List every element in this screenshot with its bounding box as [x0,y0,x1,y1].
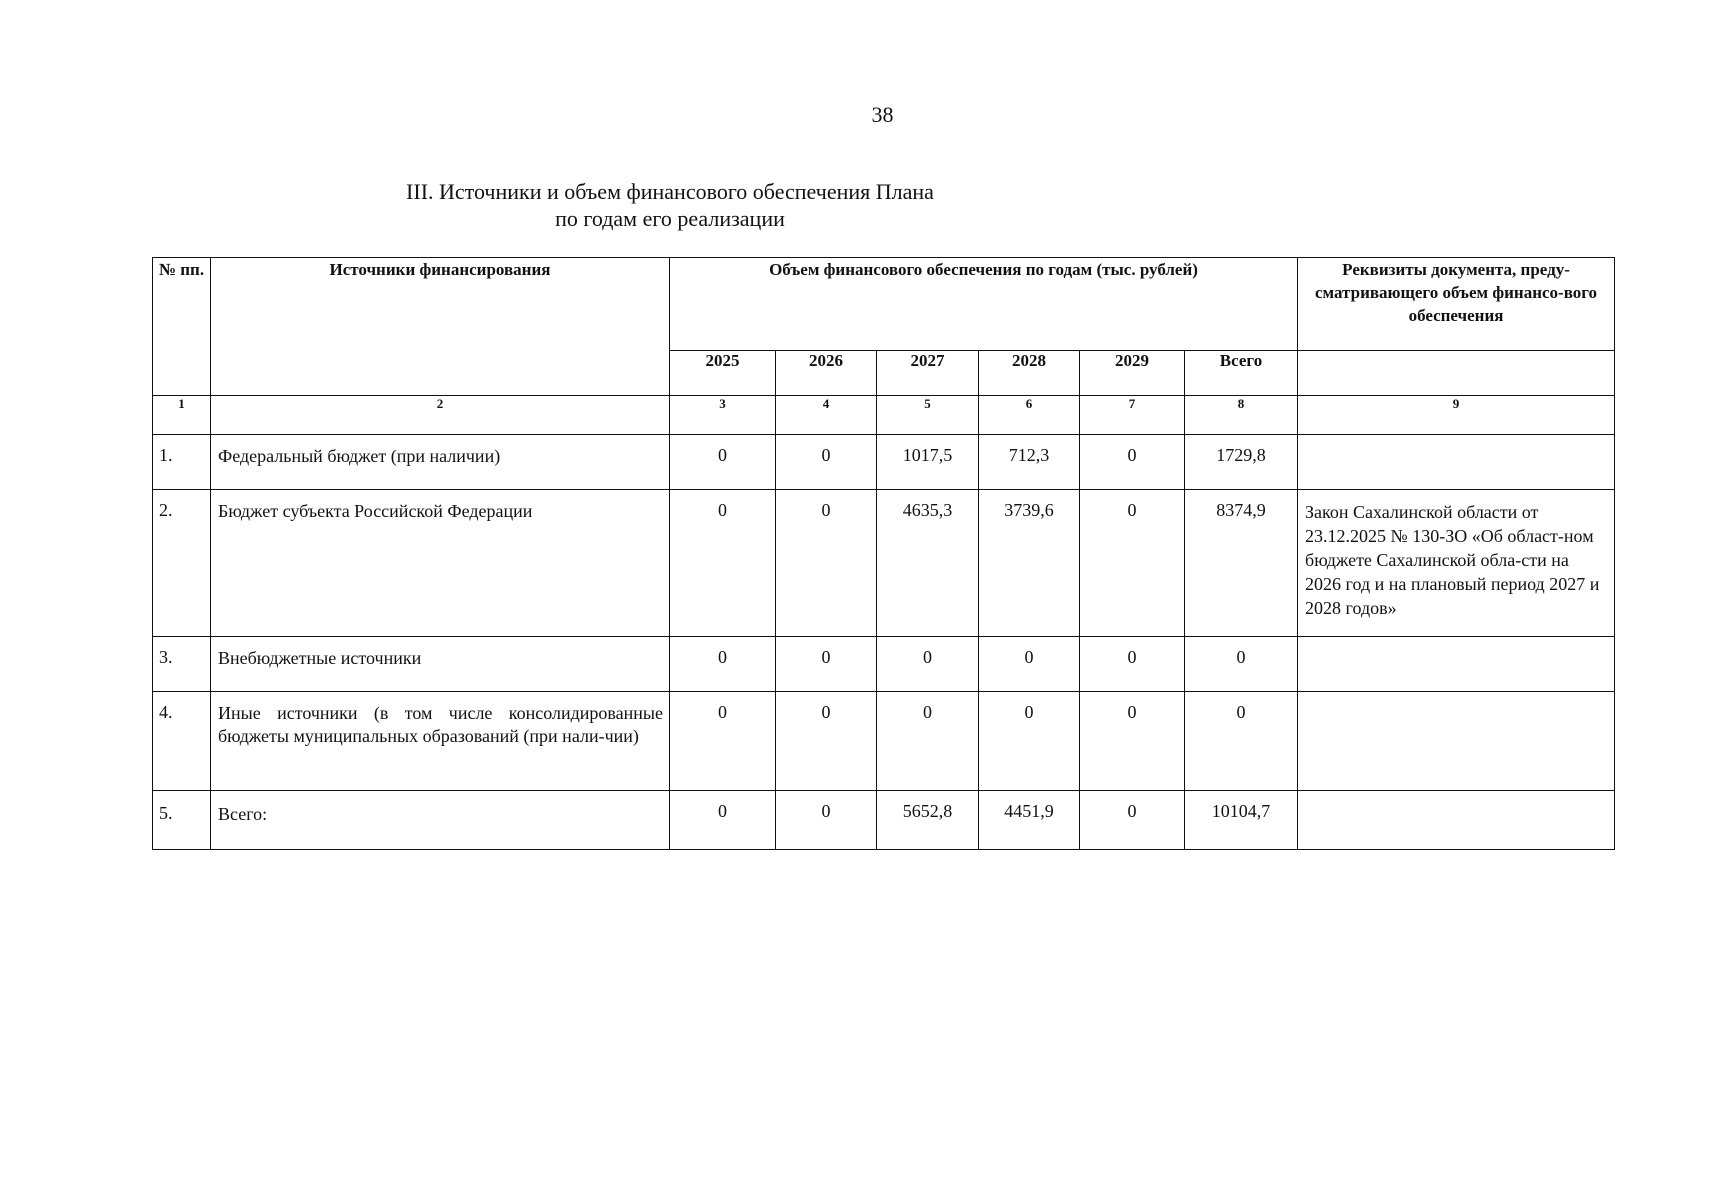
section-title-line-1: III. Источники и объем финансового обеспечения Плана [406,179,934,204]
page-number: 38 [871,102,894,127]
row-number: 4. [153,692,211,791]
row-value: 0 [776,692,877,791]
header-requisites-blank [1298,351,1615,396]
row-value: 0 [776,435,877,490]
row-value: 712,3 [979,435,1080,490]
column-number: 2 [211,396,670,435]
row-value: 4635,3 [877,490,979,637]
row-value: 0 [1080,692,1185,791]
row-value: 0 [1080,637,1185,692]
row-total: 0 [1185,637,1298,692]
header-year: 2029 [1080,351,1185,396]
row-value: 0 [979,637,1080,692]
row-value: 0 [1080,490,1185,637]
row-number: 5. [153,791,211,850]
table-row [153,692,1615,791]
row-source: Всего: [211,791,670,850]
row-source: Бюджет субъекта Российской Федерации [211,490,670,637]
row-value: 0 [1080,435,1185,490]
row-value: 0 [670,791,776,850]
column-number: 7 [1080,396,1185,435]
column-numbers-row [153,396,1615,435]
row-source: Федеральный бюджет (при наличии) [211,435,670,490]
column-number: 5 [877,396,979,435]
row-source: Иные источники (в том числе консолидированные бюджеты муниципальных образований (при нали-чии) [211,692,670,791]
header-num: № пп. [153,258,211,396]
row-source: Внебюджетные источники [211,637,670,692]
row-number: 3. [153,637,211,692]
row-requisites: Закон Сахалинской области от 23.12.2025 № 130-ЗО «Об област-ном бюджете Сахалинской обла-сти на 2026 год и на плановый период 2027 и 2028 годов» [1298,490,1615,637]
row-value: 0 [670,490,776,637]
row-requisites [1298,637,1615,692]
header-year: 2027 [877,351,979,396]
row-value: 0 [1080,791,1185,850]
header-year: 2026 [776,351,877,396]
table-row [153,490,1615,637]
row-total: 1729,8 [1185,435,1298,490]
table-row [153,791,1615,850]
row-requisites [1298,791,1615,850]
header-row [153,258,1615,351]
row-value: 0 [776,490,877,637]
row-value: 0 [670,435,776,490]
header-total: Всего [1185,351,1298,396]
section-title [0,178,1340,232]
row-requisites [1298,435,1615,490]
column-number: 1 [153,396,211,435]
row-value: 5652,8 [877,791,979,850]
table-row [153,435,1615,490]
row-requisites [1298,692,1615,791]
row-value: 3739,6 [979,490,1080,637]
row-value: 0 [776,637,877,692]
header-year: 2028 [979,351,1080,396]
row-value: 0 [877,637,979,692]
row-total: 0 [1185,692,1298,791]
row-value: 0 [670,637,776,692]
table-row [153,637,1615,692]
column-number: 9 [1298,396,1615,435]
header-volume: Объем финансового обеспечения по годам (тыс. рублей) [670,258,1298,351]
column-number: 4 [776,396,877,435]
row-value: 0 [877,692,979,791]
row-total: 8374,9 [1185,490,1298,637]
row-number: 2. [153,490,211,637]
row-value: 0 [670,692,776,791]
row-value: 4451,9 [979,791,1080,850]
header-source: Источники финансирования [211,258,670,396]
header-requisites: Реквизиты документа, преду-сматривающего объем финансо-вого обеспечения [1298,258,1615,351]
row-value: 1017,5 [877,435,979,490]
row-total: 10104,7 [1185,791,1298,850]
column-number: 8 [1185,396,1298,435]
section-title-line-2: по годам его реализации [555,206,785,231]
column-number: 3 [670,396,776,435]
column-number: 6 [979,396,1080,435]
header-year: 2025 [670,351,776,396]
row-value: 0 [776,791,877,850]
financing-table [152,257,1615,850]
row-number: 1. [153,435,211,490]
row-value: 0 [979,692,1080,791]
